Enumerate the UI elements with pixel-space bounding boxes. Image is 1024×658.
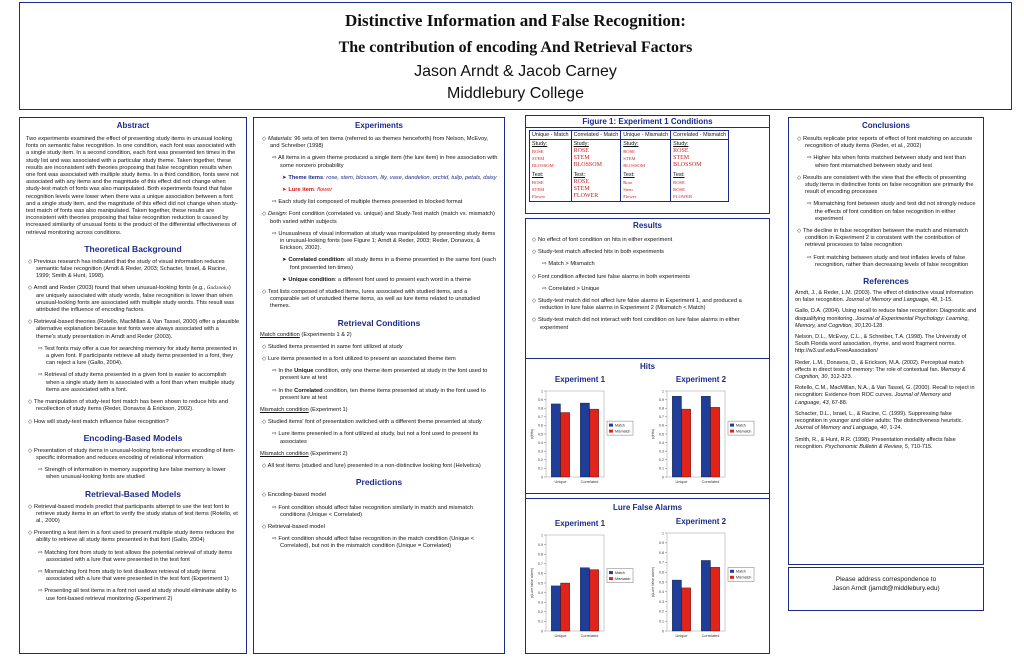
- y-tick-label: 0.3: [659, 449, 664, 454]
- list-item: ◇ Design: Font condition (correlated vs. unique) and Study-Test match (match vs. mismatch) both varied within subjects: [262, 211, 495, 225]
- arrow-right-icon: ⇨: [272, 155, 277, 162]
- list-item: ⇨ Strength of information in memory supporting lure false memory is lower when unusual-looking fonts are studied: [38, 467, 226, 481]
- reference-item: Smith, R., & Hunt, R.R. (1998). Presentation modality affects false recognition. Psychonomic Bulletin & Review, 5, 710-715.: [795, 436, 956, 450]
- y-tick-label: 0.1: [659, 466, 664, 471]
- list-item: ◇ Results replicate prior reports of effect of font matching on accurate recognition of study items (Reder, et al., 2002): [797, 136, 973, 150]
- y-axis-label: p(Lure false alarm): [651, 566, 655, 598]
- arrow-right-icon: ⇨: [807, 254, 812, 261]
- theory-heading: Theoretical Background: [84, 243, 182, 254]
- arrow-right-icon: ⇨: [807, 155, 812, 162]
- table-cell: Study: ROSE STEM BLOSSOM Test: ROSE STEM FLOWER: [571, 140, 621, 202]
- list-item: ⇨ Higher hits when fonts matched between study and test than when font mismatched between study and test: [807, 155, 966, 169]
- x-tick-label: Unique: [675, 480, 688, 484]
- y-tick-label: 1: [541, 533, 543, 538]
- list-item: ◇ Arndt and Reder (2003) found that when unusual-looking fonts (e.g., Gadzooks) are uniquely associated with study words, false recognition is lower than when unusual-looking fonts are associated with multiple study words. This result was attributed the influence of encoding factors.: [28, 285, 235, 314]
- y-tick-label: 0.7: [538, 562, 543, 567]
- list-item: ◇ The decline in false recognition between the match and mismatch condition in Experiment 2 is consistent with the contribution of retrieval processes to false recognition: [797, 228, 968, 249]
- diamond-bullet-icon: ◇: [262, 523, 267, 530]
- retrieval-conditions-heading: Retrieval Conditions: [337, 317, 421, 328]
- diamond-bullet-icon: ◇: [532, 237, 537, 243]
- list-item: ◇ How will study-test match influence false recognition?: [28, 418, 169, 425]
- arrowhead-icon: ➤: [282, 276, 287, 283]
- column-right: [788, 117, 984, 565]
- hits-heading: Hits: [639, 362, 656, 371]
- diamond-bullet-icon: ◇: [532, 317, 537, 324]
- encoding-heading: Encoding-Based Models: [83, 432, 183, 443]
- arrow-right-icon: ⇨: [38, 549, 43, 556]
- y-tick-label: 0.8: [659, 406, 664, 411]
- x-tick-label: Unique: [675, 634, 688, 638]
- arrow-right-icon: ⇨: [272, 536, 277, 543]
- column-middle-left: [253, 117, 505, 654]
- bar-chart: [649, 373, 769, 493]
- y-axis-label: p(Lure false alarm): [530, 567, 534, 599]
- poster-title-line2: The contribution of encoding And Retrieval Factors: [338, 39, 693, 56]
- table-row: [530, 140, 729, 202]
- x-tick-label: Correlated: [701, 634, 720, 638]
- bar-match-correlated: [701, 396, 710, 477]
- y-tick-label: 0.8: [659, 550, 664, 555]
- list-item: ➤ Theme items: rose, stem, blossom, lily, vase, dandelion, orchid, tulip, petals, daisy: [282, 174, 497, 181]
- diamond-bullet-icon: ◇: [797, 136, 802, 142]
- predictions-heading: Predictions: [355, 477, 403, 488]
- diamond-bullet-icon: ◇: [532, 298, 537, 305]
- list-item: ⇨ In the Correlated condition, ten theme items presented at study in the font used to present lure at test: [272, 387, 486, 401]
- arrow-right-icon: ⇨: [38, 568, 43, 575]
- bar-match-unique: [551, 404, 560, 477]
- y-tick-label: 0.2: [538, 610, 543, 615]
- bar-mismatch-unique: [682, 588, 691, 631]
- y-tick-label: 0.6: [538, 571, 543, 576]
- y-tick-label: 0.7: [659, 560, 664, 565]
- y-tick-label: 1: [662, 531, 664, 536]
- lures-heading: Lure False Alarms: [612, 503, 683, 512]
- arrowhead-icon: ➤: [282, 187, 287, 194]
- list-item: ⇨ Unusualness of visual information at study was manipulated by presenting study items in unusual-looking fonts (see Figure 1; Arndt & Reder, 2003; Reder, Donavos, & Erickson, 2002).: [272, 230, 496, 252]
- diamond-bullet-icon: ◇: [797, 174, 802, 181]
- reference-item: Schacter, D.L., Israel, L., & Racine, C. (1999). Suppressing false recognition in younger and older adults: The distinctiveness heuristic. Journal of Memory and Language, 40, 1-24.: [795, 410, 964, 432]
- arrow-right-icon: ⇨: [272, 368, 277, 375]
- y-tick-label: 0.5: [538, 581, 543, 586]
- bar-mismatch-correlated: [590, 570, 599, 631]
- contact-line2: Jason Arndt (jarndt@middlebury.edu): [832, 585, 940, 592]
- legend-swatch: [730, 576, 734, 579]
- y-tick-label: 0.2: [659, 458, 664, 463]
- arrow-right-icon: ⇨: [807, 201, 812, 208]
- gadzooks-font-sample: Gadzooks: [206, 286, 229, 292]
- list-item: ◇ Studied items presented in same font utilized at study: [262, 343, 403, 350]
- diamond-bullet-icon: ◇: [28, 418, 33, 425]
- diamond-bullet-icon: ◇: [262, 492, 267, 499]
- diamond-bullet-icon: ◇: [28, 447, 33, 454]
- diamond-bullet-icon: ◇: [28, 319, 33, 326]
- condition-label: Mismatch condition (Experiment 1): [260, 407, 348, 414]
- y-tick-label: 0.1: [538, 619, 543, 624]
- legend-label: Mismatch: [736, 575, 752, 580]
- list-item: ⇨ In the Unique condition, only one theme item presented at study in the font used to present lure at test: [272, 368, 488, 382]
- diamond-bullet-icon: ◇: [532, 249, 537, 256]
- y-tick-label: 0.6: [538, 423, 543, 428]
- contact-line1: Please address correspondence to: [835, 576, 937, 583]
- chart-title: Experiment 2: [675, 517, 727, 526]
- reference-item: Rotello, C.M., MacMillan, N.A., & Van Tassel, G. (2000). Recall to reject in recognition: Evidence from ROC curves. Journal of Memory and Language, 43, 67-88.: [795, 385, 975, 406]
- reference-item: Gallo, D.A. (2004). Using recall to reduce false recognition: Diagnostic and disqualifying monitoring. Journal of Experimental Psychology: Learning, Memory, and Cognition, 30,120-128.: [795, 308, 977, 329]
- list-item: ◇ Results are consistent with the view that the effects of presenting study items in distinctive fonts on false recognition are primarily the result of encoding processes: [797, 174, 974, 196]
- y-tick-label: 0.4: [659, 590, 664, 595]
- x-tick-label: Correlated: [701, 480, 720, 484]
- x-tick-label: Correlated: [580, 480, 599, 484]
- references-list: [795, 290, 977, 451]
- bar-chart: [528, 517, 648, 647]
- reference-item: Reder, L.M., Donavos, D., & Erickson, M.A. (2002). Perceptual match effects in direct tests of memory: The role of contextual fan. Memory & Cognition, 30, 312-323.: [795, 359, 966, 381]
- x-tick-label: Correlated: [580, 634, 599, 638]
- list-item: ⇨ Mismatching font from study to test disallows retrieval of study items associated with a lure that were presented in the test font (Experiment 1): [38, 568, 229, 583]
- hits-exp2-chart: [649, 373, 769, 493]
- lures-exp1-chart: [528, 517, 648, 647]
- list-item: ◇ Study-test match affected hits in both experiments: [532, 249, 665, 256]
- lures-panel: [525, 498, 770, 654]
- figure1-title: Figure 1: Experiment 1 Conditions: [526, 116, 769, 128]
- list-item: ◇ No effect of font condition on hits in either experiment: [532, 237, 673, 243]
- table-header: Correlated - Match: [571, 131, 621, 140]
- poster-authors: Jason Arndt & Jacob Carney: [414, 63, 617, 80]
- legend-label: Mismatch: [736, 429, 752, 434]
- experiments-heading: Experiments: [354, 121, 404, 130]
- y-tick-label: 0.1: [538, 466, 543, 471]
- list-item: ⇨ Font condition should affect false recognition similarly in match and mismatch conditions (Unique < Correlated): [272, 504, 473, 518]
- list-item: ⇨ Presenting all test items in a font not used at study should eliminate ability to use font-based retrieval monitoring (Experiment 2): [38, 588, 237, 602]
- legend-label: Match: [736, 423, 746, 428]
- y-tick-label: 0.7: [659, 415, 664, 420]
- arrow-right-icon: ⇨: [38, 345, 43, 352]
- legend-swatch: [730, 430, 734, 433]
- condition-label: Match condition (Experiments 1 & 2): [260, 331, 352, 338]
- lures-exp2-chart: [649, 515, 769, 647]
- list-item: ⇨ Each study list composed of multiple themes presented in blocked format: [272, 199, 463, 206]
- list-item: ⇨ Retrieval of study items presented in a given font is easier to accomplish when a single study item is associated with a font than when multiple study items are associated with a font.: [38, 372, 235, 393]
- y-tick-label: 0.9: [659, 397, 664, 402]
- hits-panel: [525, 358, 770, 494]
- y-tick-label: 0.5: [659, 432, 664, 437]
- conclusions-heading: Conclusions: [861, 121, 910, 130]
- list-item: ➤ Correlated condition: all study items in a theme presented in the same font (each font presented ten times): [282, 257, 497, 271]
- chart-title: Experiment 1: [554, 519, 606, 528]
- reference-item: Nelson, D.L., McEvoy, C.L., & Schreiber, T.A. (1998). The University of South Florida word association, rhyme, and word fragment norms. http://w3.usf.edu/FreeAssociation/: [795, 334, 967, 355]
- y-tick-label: 0.1: [659, 619, 664, 624]
- poster-header: [19, 2, 1012, 110]
- diamond-bullet-icon: ◇: [262, 289, 267, 296]
- y-tick-label: 0.4: [659, 440, 664, 445]
- diamond-bullet-icon: ◇: [262, 419, 267, 426]
- diamond-bullet-icon: ◇: [262, 463, 267, 470]
- list-item: ➤ Lure item: flower: [282, 187, 333, 194]
- list-item: ⇨ Font condition should affect false recognition in the match condition (Unique < Correlated), but not in the mismatch condition (Unique = Correlated): [272, 536, 475, 550]
- legend-label: Match: [615, 570, 625, 575]
- legend-swatch: [609, 577, 613, 580]
- legend-swatch: [609, 430, 613, 433]
- list-item: ◇ Retrieval-based model: [262, 523, 325, 530]
- chart-title: Experiment 2: [675, 375, 727, 384]
- diamond-bullet-icon: ◇: [262, 343, 267, 350]
- bar-mismatch-correlated: [711, 407, 720, 477]
- table-cell: Study: ROSE STEM BLOSSOM Test: Rose Stem Flower: [621, 140, 671, 202]
- y-axis-label: p(Hits): [530, 428, 534, 440]
- chart-title: Experiment 1: [554, 375, 606, 384]
- y-tick-label: 0.2: [538, 458, 543, 463]
- references-heading: References: [863, 276, 909, 287]
- reference-item: Arndt, J., & Reder, L.M. (2003). The effect of distinctive visual information on false recognition. Journal of Memory and Language, 48, 1-15.: [795, 290, 974, 304]
- list-item: ◇ Studied items' font of presentation switched with a different theme presented at study: [262, 419, 482, 426]
- diamond-bullet-icon: ◇: [28, 503, 33, 510]
- diamond-bullet-icon: ◇: [797, 228, 802, 235]
- y-tick-label: 0.3: [659, 599, 664, 604]
- bar-chart: [649, 515, 769, 647]
- arrow-right-icon: ⇨: [542, 285, 547, 292]
- table-header: Unique - Mismatch: [621, 131, 671, 140]
- y-axis-label: p(Hits): [651, 428, 655, 440]
- list-item: ◇ Study-test match did not interact with font condition on lure false alarms in either experiment: [532, 317, 740, 331]
- y-tick-label: 0.4: [538, 590, 543, 595]
- y-tick-label: 0.3: [538, 449, 543, 454]
- y-tick-label: 0.9: [538, 542, 543, 547]
- diamond-bullet-icon: ◇: [28, 399, 33, 406]
- bar-mismatch-unique: [561, 413, 570, 478]
- bar-mismatch-correlated: [711, 567, 720, 631]
- list-item: ◇ Test lists composed of studied items, lures associated with studied items, and a comparable set of unstudied theme items, as well as lure items related to unstudied themes.: [262, 289, 480, 310]
- list-item: ◇ Previous research has indicated that the study of visual information reduces semantic false recognition (Arndt & Reder, 2003; Schacter, Israel, & Racine, 1999; Smith & Hunt, 1998).: [28, 258, 227, 280]
- hits-exp1-chart: [528, 373, 648, 493]
- arrow-right-icon: ⇨: [38, 467, 43, 474]
- list-item: ⇨ Test fonts may offer a cue for searching memory for study items presented in a given font. If participants retrieve all study items presented in a font, they can reject a lure (Gallo, 2004).: [38, 345, 238, 367]
- legend-swatch: [730, 570, 734, 573]
- column-left: [19, 117, 247, 654]
- figure1-table: [529, 130, 729, 202]
- y-tick-label: 0.9: [538, 397, 543, 402]
- table-header: Unique - Match: [530, 131, 572, 140]
- list-item: ◇ Encoding-based model: [262, 492, 327, 499]
- legend-swatch: [609, 571, 613, 574]
- diamond-bullet-icon: ◇: [262, 211, 267, 218]
- legend-label: Mismatch: [615, 576, 631, 581]
- bar-match-unique: [551, 586, 560, 631]
- legend-swatch: [730, 424, 734, 427]
- list-item: ◇ Lure items presented in a font utilized to present an associated theme item: [262, 356, 456, 363]
- table-row: [530, 131, 729, 140]
- y-tick-label: 1: [541, 389, 543, 394]
- y-tick-label: 1: [662, 389, 664, 394]
- list-item: ◇ Presentation of study items in unusual-looking fonts enhances encoding of item-specific information and reduces encoding of relational information: [28, 447, 236, 461]
- legend-label: Match: [736, 569, 746, 574]
- list-item: ⇨ All items in a given theme produced a single item (the lure item) in free association with some nonzero probability: [272, 155, 498, 169]
- bar-match-correlated: [580, 403, 589, 477]
- y-tick-label: 0.5: [538, 432, 543, 437]
- arrowhead-icon: ➤: [282, 174, 287, 181]
- list-item: ◇ All test items (studied and lure) presented in a non-distinctive looking font (Helvetica): [262, 463, 481, 470]
- x-tick-label: Unique: [554, 480, 567, 484]
- y-tick-label: 0: [662, 475, 664, 480]
- y-tick-label: 0.5: [659, 580, 664, 585]
- x-tick-label: Unique: [554, 634, 567, 638]
- list-item: ⇨ Lure items presented in a font utilized at study, but not a font used to present its associates: [272, 431, 479, 445]
- bar-match-unique: [672, 396, 681, 477]
- diamond-bullet-icon: ◇: [262, 356, 267, 363]
- list-item: ⇨ Font matching between study and test inflates levels of false recognition, rather than decreasing levels of false recognition: [807, 254, 969, 268]
- diamond-bullet-icon: ◇: [28, 258, 33, 265]
- abstract-heading: Abstract: [116, 121, 150, 130]
- arrow-right-icon: ⇨: [272, 431, 277, 438]
- poster-institution: Middlebury College: [447, 85, 584, 102]
- diamond-bullet-icon: ◇: [28, 285, 33, 292]
- list-item: ⇨ Match > Mismatch: [542, 261, 595, 268]
- figure1-panel: [525, 115, 770, 214]
- table-cell: Study: ROSE STEM BLOSSOM Test: ROSE STEM Flower: [530, 140, 572, 202]
- y-tick-label: 0: [541, 629, 543, 634]
- condition-label: Mismatch condition (Experiment 2): [260, 450, 348, 457]
- list-item: ◇ Presenting a test item in a font used to present multiple study items reduces the ability to retrieve all study items presented in that font (Gallo, 2004): [28, 530, 235, 544]
- y-tick-label: 0: [541, 475, 543, 480]
- contact-panel: [788, 567, 984, 611]
- list-item: ◇ Retrieval-based models predict that participants attempt to use the test font to retrieve study items in an effort to verify the study status of test items (Rotello, et al., 2000): [28, 503, 238, 524]
- bar-mismatch-unique: [682, 409, 691, 477]
- list-item: ➤ Unique condition: a different font used to present each word in a theme: [282, 276, 471, 283]
- arrow-right-icon: ⇨: [272, 504, 277, 511]
- diamond-bullet-icon: ◇: [28, 530, 33, 537]
- bar-chart: [528, 373, 648, 493]
- bar-match-correlated: [701, 560, 710, 631]
- list-item: ◇ Retrieval-based theories (Rotello, MacMillan & Van Tassel, 2000) offer a plausible alternative explanation because test fonts were always associated with a theme's study presentation in Arndt and Reder (2003).: [28, 319, 240, 340]
- legend-label: Match: [615, 423, 625, 428]
- arrow-right-icon: ⇨: [272, 387, 277, 394]
- poster-title-line1: Distinctive Information and False Recognition:: [345, 11, 686, 30]
- bar-match-unique: [672, 580, 681, 631]
- bar-match-correlated: [580, 568, 589, 631]
- y-tick-label: 0.8: [538, 406, 543, 411]
- y-tick-label: 0: [662, 629, 664, 634]
- y-tick-label: 0.9: [659, 541, 664, 546]
- arrow-right-icon: ⇨: [272, 199, 277, 206]
- arrow-right-icon: ⇨: [38, 372, 43, 379]
- bar-mismatch-unique: [561, 583, 570, 631]
- table-cell: Study: ROSE STEM BLOSSOM Test: ROSE ROSE FLOWER: [671, 140, 729, 202]
- y-tick-label: 0.7: [538, 415, 543, 420]
- y-tick-label: 0.6: [659, 423, 664, 428]
- abstract-text: Two experiments examined the effect of presenting study items in unusual looking fonts on semantic false recognition. In one condition, each font was associated with a single study item. In a second condition, each font was presented ten times in the study list and was associated with a particular study theme. Taken together, these results are inconsistent with theories proposing that false recognition results when one font was associated with multiple study items. In a third condition, fonts were not associated with any items and the magnitude of this effect did not change when study-test match of fonts was also manipulated. Both experiments found that false recognition levels were lower when there was a unique association between a font and a single study item, and the magnitude of this effect did not change when study-test match of fonts was also manipulated. Taken together, these results are inconsistent with theories proposing that false recognition reduction is caused by increased similarity of unusual fonts is the product of the differential effectiveness of retrieval monitoring across conditions.: [26, 136, 239, 236]
- y-tick-label: 0.3: [538, 600, 543, 605]
- y-tick-label: 0.6: [659, 570, 664, 575]
- arrow-right-icon: ⇨: [38, 588, 43, 595]
- results-heading: Results: [633, 221, 662, 230]
- list-item: ⇨ Correlated > Unique: [542, 285, 600, 292]
- diamond-bullet-icon: ◇: [262, 136, 267, 142]
- legend-label: Mismatch: [615, 429, 631, 434]
- bar-mismatch-correlated: [590, 409, 599, 477]
- arrow-right-icon: ⇨: [272, 230, 277, 237]
- y-tick-label: 0.4: [538, 440, 543, 445]
- list-item: ◇ Font condition affected lure false alarms in both experiments: [532, 273, 690, 280]
- arrowhead-icon: ➤: [282, 257, 287, 264]
- legend-swatch: [609, 424, 613, 427]
- list-item: ◇ Study-test match did not affect lure false alarms in Experiment 1, and produced a reduction in lure false alarms in Experiment 2 (Mismatch < Match): [532, 298, 742, 312]
- y-tick-label: 0.2: [659, 609, 664, 614]
- retrieval-heading: Retrieval-Based Models: [85, 488, 181, 499]
- diamond-bullet-icon: ◇: [532, 273, 537, 280]
- list-item: ⇨ Mismatching font between study and test did not strongly reduce the effects of font condition on false recognition in either experiment: [807, 201, 976, 222]
- y-tick-label: 0.8: [538, 552, 543, 557]
- arrow-right-icon: ⇨: [542, 261, 547, 268]
- list-item: ◇ The manipulation of study-test font match has been shown to reduce hits and recollection of study items (Reder, Donavos & Erickson, 2002).: [28, 399, 228, 413]
- list-item: ⇨ Matching font from study to test allows the potential retrieval of study items associated with a lure that were presented in the test font: [38, 549, 233, 563]
- list-item: ◇ Materials: 96 sets of ten items (referred to as themes henceforth) from Nelson, McEvoy, and Schreiber (1998): [262, 136, 489, 150]
- table-header: Correlated - Mismatch: [671, 131, 729, 140]
